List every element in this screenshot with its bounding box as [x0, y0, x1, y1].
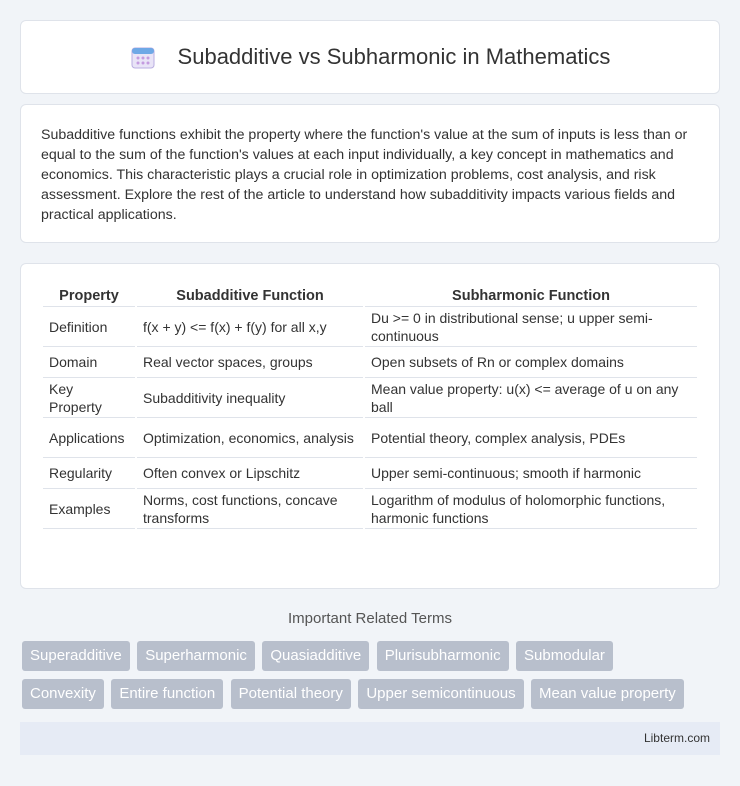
subharmonic-cell: Potential theory, complex analysis, PDEs — [365, 418, 697, 458]
subadditive-cell: Often convex or Lipschitz — [137, 458, 363, 489]
header-subadditive: Subadditive Function — [137, 284, 363, 307]
subharmonic-cell: Du >= 0 in distributional sense; u upper semi-continuous — [365, 307, 697, 347]
intro-card — [20, 104, 720, 243]
footer — [20, 722, 720, 755]
header-property: Property — [43, 284, 135, 307]
related-term-tag[interactable]: Upper semicontinuous — [358, 679, 523, 709]
row-label: Definition — [43, 307, 135, 347]
subadditive-cell: Optimization, economics, analysis — [137, 418, 363, 458]
subadditive-cell: Real vector spaces, groups — [137, 347, 363, 378]
related-terms-title: Important Related Terms — [288, 610, 452, 627]
related-term-tag[interactable]: Submodular — [516, 641, 613, 671]
subharmonic-cell: Mean value property: u(x) <= average of u on any ball — [365, 378, 697, 418]
row-label: Domain — [43, 347, 135, 378]
subadditive-cell: Subadditivity inequality — [137, 378, 363, 418]
related-term-tag[interactable]: Quasiadditive — [262, 641, 369, 671]
row-label: Regularity — [43, 458, 135, 489]
comparison-table — [41, 284, 699, 529]
table-row — [43, 458, 697, 489]
table-row — [43, 418, 697, 458]
table-row — [43, 307, 697, 347]
subharmonic-cell: Upper semi-continuous; smooth if harmonic — [365, 458, 697, 489]
row-label: Applications — [43, 418, 135, 458]
related-term-tag[interactable]: Superadditive — [22, 641, 130, 671]
related-term-tag[interactable]: Plurisubharmonic — [377, 641, 509, 671]
table-row — [43, 489, 697, 529]
related-term-tag[interactable]: Mean value property — [531, 679, 684, 709]
row-label: Examples — [43, 489, 135, 529]
intro-text: Subadditive functions exhibit the property where the function's value at the sum of inputs is less than or equal to the sum of the function's values at each input individually, a key concept in mathematics and economics. This characteristic plays a crucial role in optimization problems, cost analysis, and risk assessment. Explore the rest of the article to understand how subadditivity impacts various fields and practical applications. — [41, 127, 688, 223]
related-term-tag[interactable]: Convexity — [22, 679, 104, 709]
row-label: Key Property — [43, 378, 135, 418]
subharmonic-cell: Logarithm of modulus of holomorphic functions, harmonic functions — [365, 489, 697, 529]
related-terms-list — [22, 641, 722, 717]
related-term-tag[interactable]: Superharmonic — [137, 641, 255, 671]
calendar-icon — [130, 44, 156, 70]
page-title: Subadditive vs Subharmonic in Mathematics — [177, 44, 611, 69]
related-term-tag[interactable]: Potential theory — [231, 679, 351, 709]
subadditive-cell: f(x + y) <= f(x) + f(y) for all x,y — [137, 307, 363, 347]
table-row — [43, 347, 697, 378]
comparison-card — [20, 263, 720, 589]
header-card — [20, 20, 720, 94]
subadditive-cell: Norms, cost functions, concave transforms — [137, 489, 363, 529]
header-subharmonic: Subharmonic Function — [365, 284, 697, 307]
subharmonic-cell: Open subsets of Rn or complex domains — [365, 347, 697, 378]
table-row — [43, 378, 697, 418]
footer-link[interactable]: Libterm.com — [643, 731, 710, 745]
related-term-tag[interactable]: Entire function — [111, 679, 223, 709]
